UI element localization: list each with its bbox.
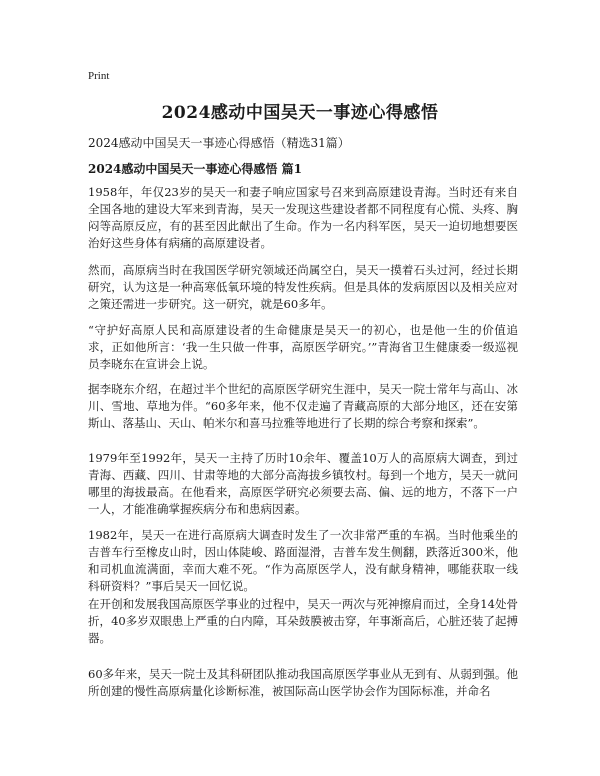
paragraph-5: 1979年至1992年，吴天一主持了历时10余年、覆盖10万人的高原病大调查，到过青海、西藏、四川、甘肃等地的大部分高海拔乡镇牧村。每到一个地方，吴天一就问哪里的海拔最高。在他看来，高原医学研究必须要去高、偏、远的地方，不落下一户一人，才能准确掌握疾病分布和患病因素。	[88, 451, 518, 516]
paragraph-3: “守护好高原人民和高原建设者的生命健康是吴天一的初心，也是他一生的价值追求，正如他所言：‘我一生只做一件事，高原医学研究。’”青海省卫生健康委一级巡视员李晓东在宣讲会上说。	[88, 323, 518, 371]
paragraph-1: 1958年，年仅23岁的吴天一和妻子响应国家号召来到高原建设青海。当时还有来自全国各地的建设大军来到青海，吴天一发现这些建设者都不同程度有心慌、头疼、胸闷等高原反应，有的甚至因此献出了生命。作为一名内科军医，吴天一迫切地想要医治好这些身体有病痛的高原建设者。	[88, 185, 518, 250]
paragraph-2: 然而，高原病当时在我国医学研究领域还尚属空白，吴天一摸着石头过河，经过长期研究，认为这是一种高寒低氧环境的特发性疾病。但是具体的发病原因以及相关应对之策还需进一步研究。这一研究，就是60多年。	[88, 263, 518, 311]
paragraph-7: 在开创和发展我国高原医学事业的过程中，吴天一两次与死神擦肩而过，全身14处骨折，40多岁双眼患上严重的白内障，耳朵鼓膜被击穿，年事渐高后，心脏还装了起搏器。	[88, 597, 518, 645]
document-title: 2024感动中国吴天一事迹心得感悟	[161, 103, 439, 123]
print-link[interactable]: Print	[88, 70, 110, 82]
section-heading: 2024感动中国吴天一事迹心得感悟 篇1	[88, 162, 302, 176]
document-subtitle: 2024感动中国吴天一事迹心得感悟（精选31篇）	[88, 136, 350, 150]
paragraph-4: 据李晓东介绍，在超过半个世纪的高原医学研究生涯中，吴天一院士常年与高山、冰川、雪地、草地为伴。“60多年来，他不仅走遍了青藏高原的大部分地区，还在安第斯山、落基山、天山、帕米尔和喜马拉雅等地进行了长期的综合考察和探索”。	[88, 382, 518, 430]
paragraph-6: 1982年，吴天一在进行高原病大调查时发生了一次非常严重的车祸。当时他乘坐的吉普车行至橡皮山时，因山体陡峻、路面湿滑，吉普车发生侧翻，跌落近300米，他和司机血流满面，幸而大难不死。“作为高原医学人，没有献身精神，哪能获取一线科研资料？”事后吴天一回忆说。	[88, 528, 518, 593]
paragraph-8: 60多年来，吴天一院士及其科研团队推动我国高原医学事业从无到有、从弱到强。他所创建的慢性高原病量化诊断标准，被国际高山医学协会作为国际标准，并命名	[88, 667, 518, 698]
